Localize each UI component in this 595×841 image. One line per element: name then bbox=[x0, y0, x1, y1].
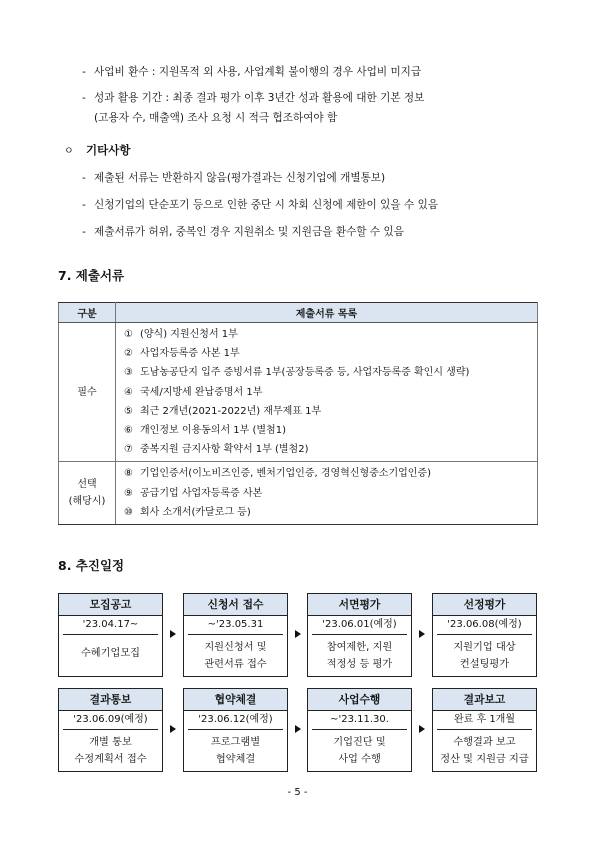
table-header-row bbox=[59, 303, 538, 323]
doc-text: 개인정보 이용동의서 1부 (별첨1) bbox=[140, 424, 286, 436]
bullet-text: 사업비 환수 : 지원목적 외 사용, 사업계획 불이행의 경우 사업비 미지급 bbox=[94, 66, 422, 78]
header-list: 제출서류 목록 bbox=[116, 303, 538, 323]
doc-item bbox=[124, 484, 537, 503]
step-date: 완료 후 1개월 bbox=[437, 711, 532, 730]
bullet-text: 성과 활용 기간 : 최종 결과 평가 이후 3년간 성과 활용에 대한 기본 정보 bbox=[94, 92, 425, 104]
step-desc bbox=[433, 730, 536, 768]
doc-text: 중복지원 금지사항 확약서 1부 (별첨2) bbox=[140, 444, 309, 456]
step-desc-line1: 수행결과 보고 bbox=[453, 737, 516, 748]
step-desc-line1: 참여제한, 지원 bbox=[326, 642, 393, 653]
step-title: 결과통보 bbox=[59, 689, 162, 711]
dash-mark: - bbox=[82, 92, 86, 104]
step-title: 서면평가 bbox=[308, 594, 411, 616]
doc-text: 도남농공단지 입주 증빙서류 1부(공장등록증 등, 사업자등록증 확인시 생략) bbox=[140, 367, 470, 379]
table-row-required bbox=[59, 323, 538, 462]
step-date: ~'23.05.31 bbox=[188, 616, 283, 635]
required-label: 필수 bbox=[59, 323, 116, 462]
step-desc-line1: 수혜기업모집 bbox=[80, 648, 141, 659]
doc-item bbox=[124, 383, 537, 402]
step-date: '23.06.09(예정) bbox=[63, 711, 158, 730]
doc-text: (양식) 지원신청서 1부 bbox=[140, 329, 238, 340]
doc-item bbox=[124, 363, 537, 382]
step-desc-line1: 지원기업 대상 bbox=[453, 642, 516, 653]
step-desc-line2: 수정계획서 접수 bbox=[74, 754, 147, 765]
others-title: 기타사항 bbox=[86, 143, 131, 157]
step-date: '23.06.01(예정) bbox=[312, 616, 407, 635]
doc-number: ① bbox=[124, 329, 133, 340]
dash-mark: - bbox=[82, 172, 86, 184]
doc-item bbox=[124, 421, 537, 440]
step-date: '23.06.12(예정) bbox=[188, 711, 283, 730]
dash-mark: - bbox=[82, 199, 86, 211]
schedule-step bbox=[307, 688, 412, 772]
doc-number: ⑦ bbox=[124, 444, 133, 456]
doc-item bbox=[124, 402, 537, 421]
bullet-refund bbox=[82, 64, 421, 79]
schedule-step bbox=[58, 688, 163, 772]
doc-text: 회사 소개서(카달로그 등) bbox=[140, 506, 251, 518]
step-desc bbox=[184, 730, 287, 768]
doc-text: 공급기업 사업자등록증 사본 bbox=[140, 487, 263, 499]
step-desc-line1: 프로그램별 bbox=[210, 737, 261, 748]
step-date: '23.06.08(예정) bbox=[437, 616, 532, 635]
section7-title: 7. 제출서류 bbox=[58, 268, 125, 283]
step-title: 협약체결 bbox=[184, 689, 287, 711]
step-desc-line1: 지원신청서 및 bbox=[204, 642, 267, 653]
doc-number: ⑤ bbox=[124, 405, 133, 417]
dash-mark: - bbox=[82, 66, 86, 78]
optional-label-line1: 선택 bbox=[77, 479, 97, 491]
others-item-text: 제출서류가 허위, 중복인 경우 지원취소 및 지원금을 환수할 수 있음 bbox=[94, 226, 404, 238]
step-date: '23.04.17~ bbox=[63, 616, 158, 635]
doc-number: ④ bbox=[124, 386, 133, 398]
schedule-step bbox=[432, 688, 537, 772]
arrow-right-icon bbox=[419, 630, 425, 638]
required-items bbox=[116, 323, 538, 462]
step-desc-line2: 적정성 등 평가 bbox=[326, 659, 393, 670]
step-desc bbox=[184, 635, 287, 673]
table-row-optional bbox=[59, 462, 538, 525]
others-item bbox=[82, 170, 385, 185]
step-desc-line1: 기업진단 및 bbox=[333, 737, 386, 748]
arrow-right-icon bbox=[419, 725, 425, 733]
step-desc bbox=[59, 730, 162, 768]
others-heading bbox=[64, 142, 130, 158]
doc-number: ⑧ bbox=[124, 468, 133, 480]
schedule-step bbox=[183, 593, 288, 677]
others-item-text: 신청기업의 단순포기 등으로 인한 중단 시 차회 신청에 제한이 있을 수 있음 bbox=[94, 199, 439, 211]
step-desc-line1: 개별 통보 bbox=[89, 737, 132, 748]
documents-table bbox=[58, 302, 538, 525]
doc-item bbox=[124, 503, 537, 522]
arrow-right-icon bbox=[170, 630, 176, 638]
doc-text: 사업자등록증 사본 1부 bbox=[140, 348, 240, 360]
step-title: 사업수행 bbox=[308, 689, 411, 711]
schedule-step bbox=[183, 688, 288, 772]
step-desc bbox=[59, 635, 162, 662]
optional-items bbox=[116, 462, 538, 525]
section8-title: 8. 추진일정 bbox=[58, 558, 125, 573]
schedule-step bbox=[432, 593, 537, 677]
schedule-step bbox=[58, 593, 163, 677]
circle-bullet: ㅇ bbox=[64, 146, 74, 157]
bullet-performance bbox=[82, 90, 424, 105]
others-item bbox=[82, 224, 404, 239]
step-desc-line2: 관련서류 접수 bbox=[204, 659, 267, 670]
doc-item bbox=[124, 344, 537, 363]
doc-number: ⑥ bbox=[124, 424, 133, 436]
doc-text: 최근 2개년(2021-2022년) 재무제표 1부 bbox=[140, 405, 322, 417]
step-desc bbox=[433, 635, 536, 673]
doc-number: ② bbox=[124, 348, 133, 360]
step-title: 선정평가 bbox=[433, 594, 536, 616]
doc-number: ⑨ bbox=[124, 487, 133, 499]
others-item-text: 제출된 서류는 반환하지 않음(평가결과는 신청기업에 개별통보) bbox=[94, 172, 386, 184]
optional-label bbox=[59, 462, 116, 525]
doc-number: ⑩ bbox=[124, 506, 133, 518]
doc-text: 국세/지방세 완납증명서 1부 bbox=[140, 386, 263, 398]
others-item bbox=[82, 197, 438, 212]
page-number: - 5 - bbox=[287, 787, 308, 798]
optional-label-line2: (해당시) bbox=[68, 496, 106, 508]
step-title: 결과보고 bbox=[433, 689, 536, 711]
step-desc bbox=[308, 730, 411, 768]
doc-item bbox=[124, 325, 537, 344]
step-title: 신청서 접수 bbox=[184, 594, 287, 616]
doc-item bbox=[124, 440, 537, 459]
dash-mark: - bbox=[82, 226, 86, 238]
step-desc-line2: 컨설팅평가 bbox=[459, 659, 510, 670]
step-desc-line2: 정산 및 지원금 지급 bbox=[440, 754, 529, 765]
arrow-right-icon bbox=[295, 725, 301, 733]
doc-text: 기업인증서(이노비즈인증, 벤처기업인증, 경영혁신형중소기업인증) bbox=[140, 468, 431, 480]
step-desc-line2: 협약체결 bbox=[215, 754, 256, 765]
doc-number: ③ bbox=[124, 367, 133, 379]
step-title: 모집공고 bbox=[59, 594, 162, 616]
step-desc-line2: 사업 수행 bbox=[338, 754, 381, 765]
schedule-step bbox=[307, 593, 412, 677]
arrow-right-icon bbox=[295, 630, 301, 638]
step-date: ~'23.11.30. bbox=[312, 711, 407, 730]
header-category: 구분 bbox=[59, 303, 116, 323]
arrow-right-icon bbox=[170, 725, 176, 733]
doc-item bbox=[124, 464, 537, 483]
step-desc bbox=[308, 635, 411, 673]
bullet-performance-cont: (고용자 수, 매출액) 조사 요청 시 적극 협조하여야 함 bbox=[94, 112, 338, 124]
